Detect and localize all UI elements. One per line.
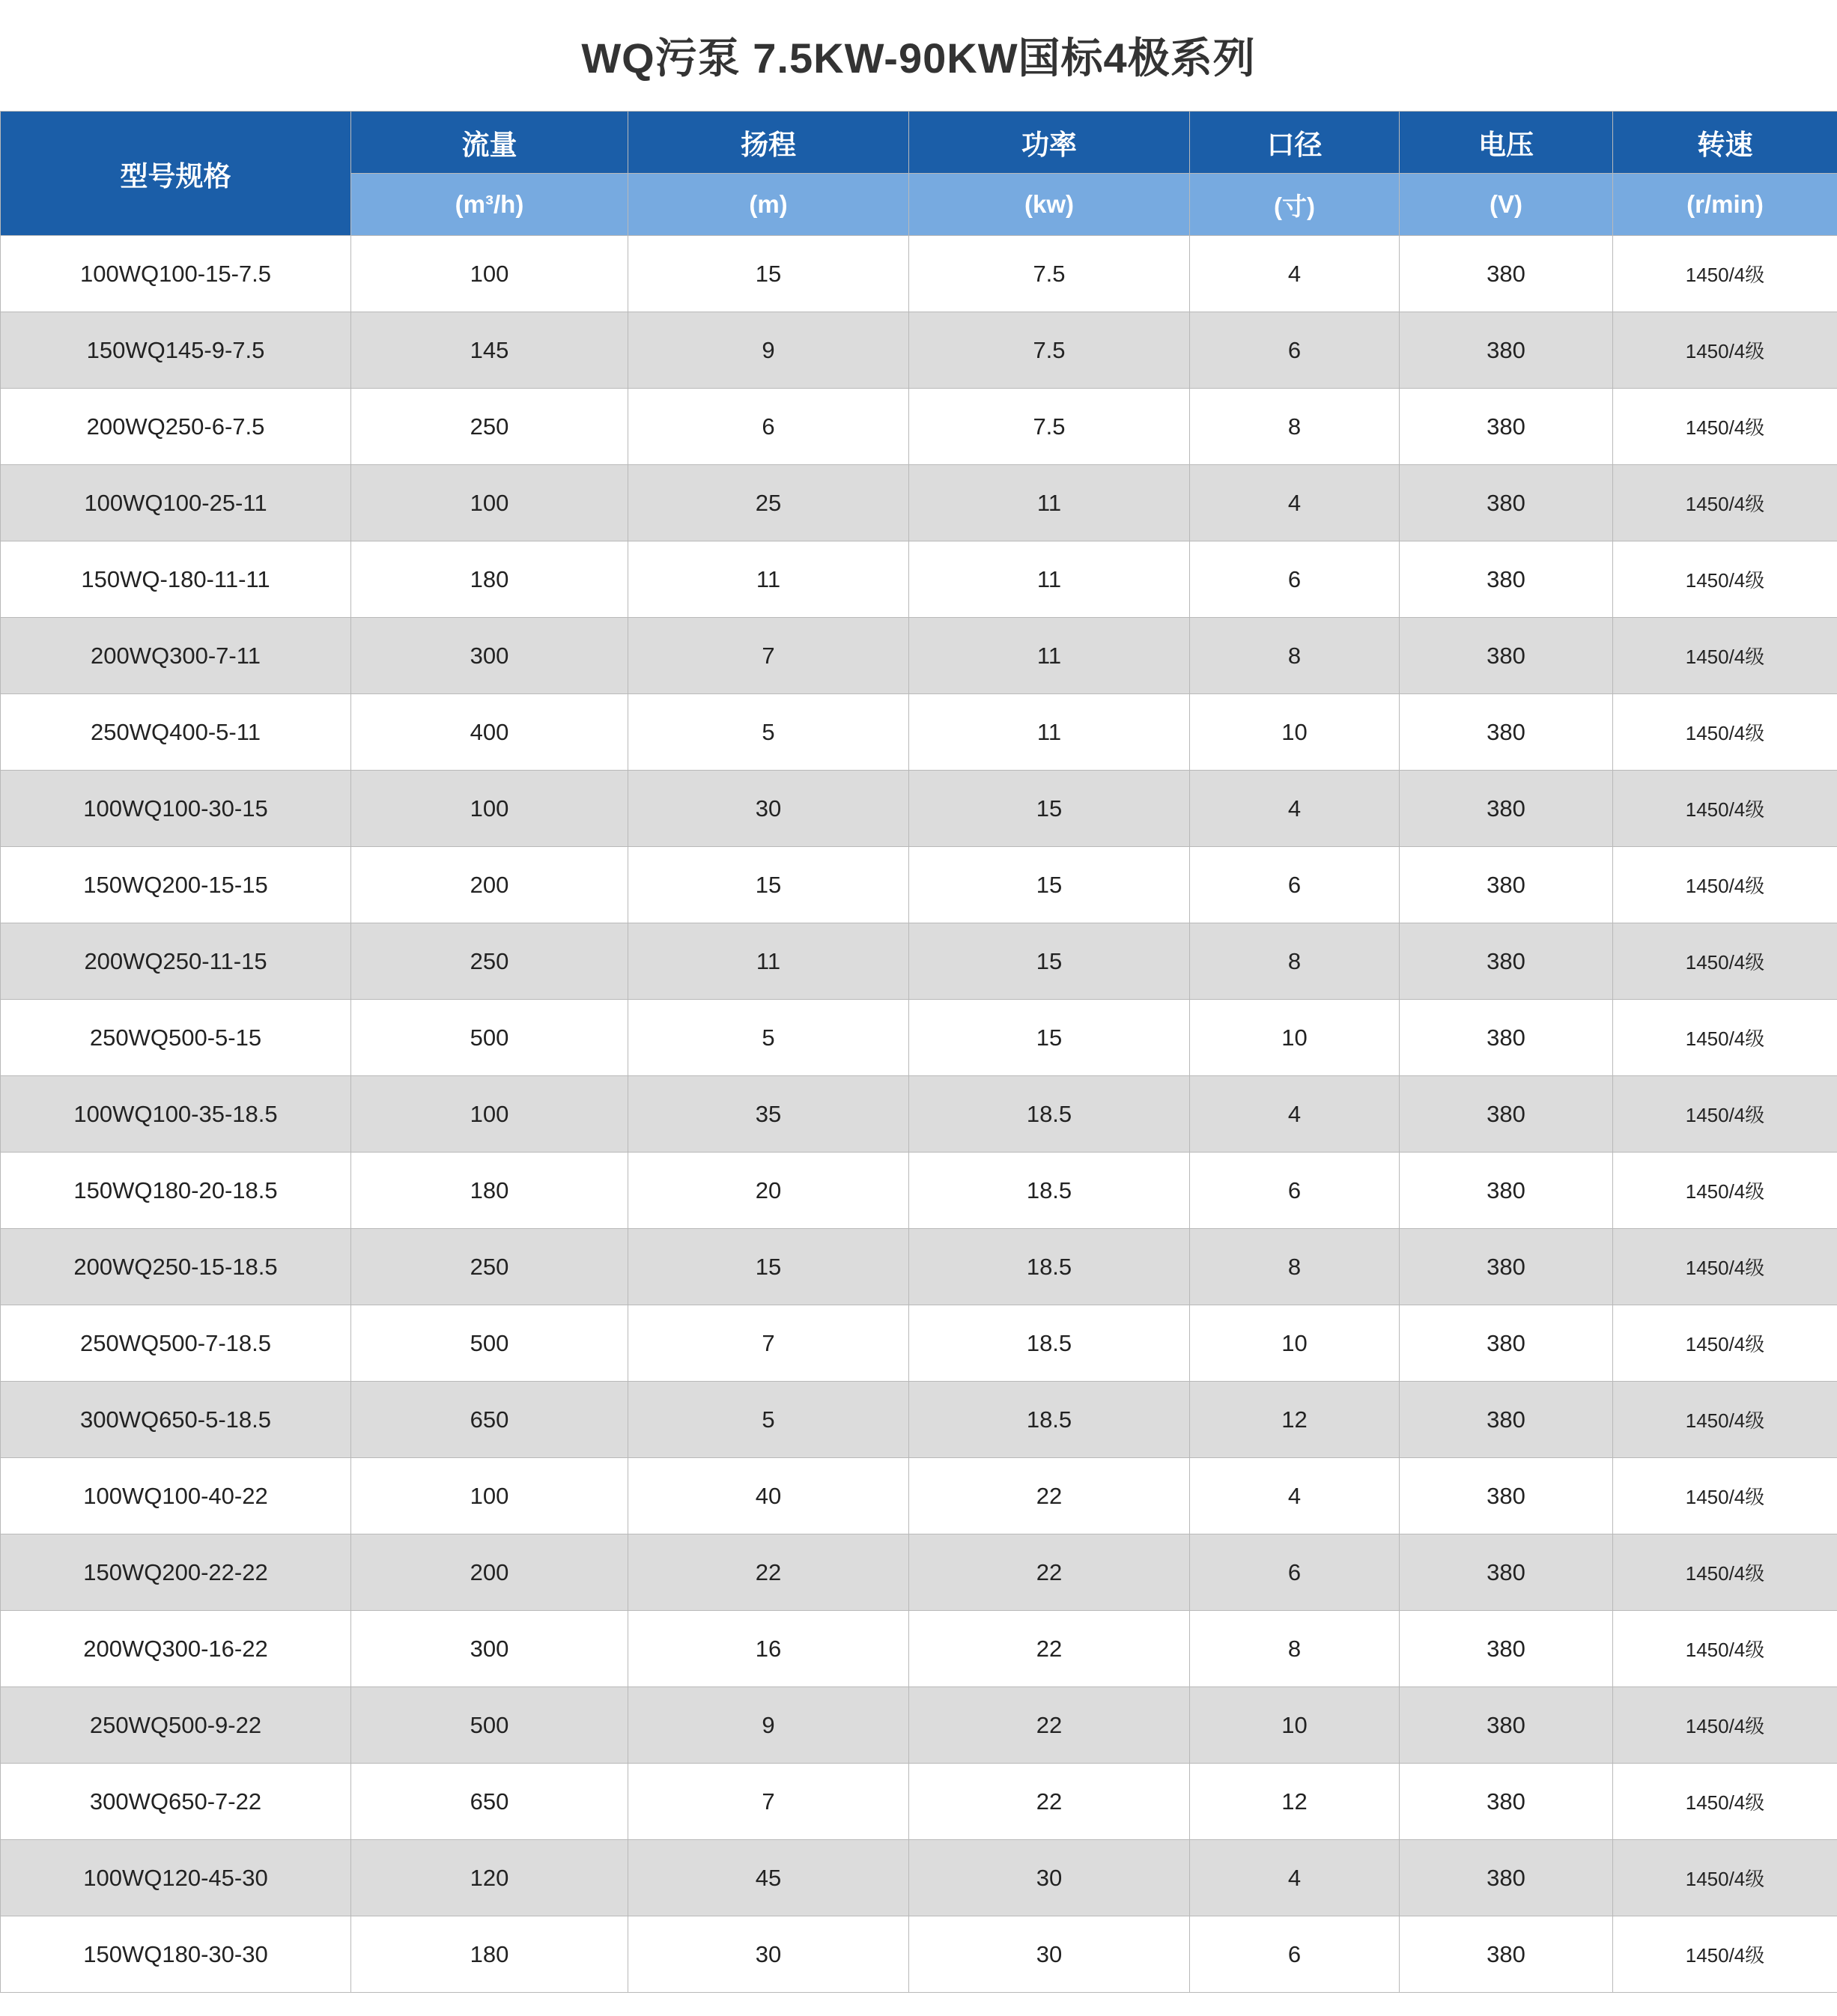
cell-power: 18.5: [909, 1305, 1190, 1382]
cell-power: 30: [909, 1916, 1190, 1993]
cell-power: 15: [909, 923, 1190, 1000]
table-row: [1, 771, 1837, 847]
cell-model: 100WQ100-25-11: [1, 465, 351, 541]
cell-voltage: 380: [1400, 1916, 1613, 1993]
cell-model: 200WQ300-7-11: [1, 618, 351, 694]
column-unit-speed: (r/min): [1613, 174, 1837, 236]
cell-bore: 10: [1190, 694, 1400, 771]
cell-power: 15: [909, 1000, 1190, 1076]
cell-voltage: 380: [1400, 847, 1613, 923]
cell-flow: 300: [351, 1611, 628, 1687]
table-row: [1, 1611, 1837, 1687]
cell-head: 11: [628, 541, 909, 618]
cell-voltage: 380: [1400, 694, 1613, 771]
cell-head: 35: [628, 1076, 909, 1153]
cell-speed: 1450/4级: [1613, 1305, 1837, 1382]
cell-flow: 500: [351, 1687, 628, 1764]
cell-head: 15: [628, 1229, 909, 1305]
cell-speed: 1450/4级: [1613, 923, 1837, 1000]
cell-bore: 4: [1190, 236, 1400, 312]
table-row: [1, 923, 1837, 1000]
cell-power: 18.5: [909, 1076, 1190, 1153]
cell-speed: 1450/4级: [1613, 618, 1837, 694]
table-row: [1, 312, 1837, 389]
cell-model: 200WQ250-11-15: [1, 923, 351, 1000]
cell-head: 16: [628, 1611, 909, 1687]
cell-model: 200WQ250-6-7.5: [1, 389, 351, 465]
cell-flow: 180: [351, 1153, 628, 1229]
cell-speed: 1450/4级: [1613, 771, 1837, 847]
cell-head: 22: [628, 1534, 909, 1611]
cell-voltage: 380: [1400, 771, 1613, 847]
cell-voltage: 380: [1400, 1611, 1613, 1687]
cell-model: 300WQ650-5-18.5: [1, 1382, 351, 1458]
cell-voltage: 380: [1400, 541, 1613, 618]
cell-speed: 1450/4级: [1613, 847, 1837, 923]
cell-model: 250WQ500-7-18.5: [1, 1305, 351, 1382]
cell-head: 11: [628, 923, 909, 1000]
column-header-power: 功率: [909, 112, 1190, 174]
pump-spec-table: [0, 111, 1837, 1993]
cell-bore: 4: [1190, 771, 1400, 847]
cell-flow: 200: [351, 847, 628, 923]
cell-model: 150WQ145-9-7.5: [1, 312, 351, 389]
cell-bore: 8: [1190, 618, 1400, 694]
cell-head: 7: [628, 618, 909, 694]
cell-speed: 1450/4级: [1613, 465, 1837, 541]
cell-speed: 1450/4级: [1613, 236, 1837, 312]
cell-model: 100WQ100-15-7.5: [1, 236, 351, 312]
table-header: [1, 112, 1837, 236]
cell-speed: 1450/4级: [1613, 1229, 1837, 1305]
column-header-model: 型号规格: [1, 112, 351, 236]
cell-power: 30: [909, 1840, 1190, 1916]
cell-speed: 1450/4级: [1613, 1764, 1837, 1840]
cell-power: 15: [909, 847, 1190, 923]
table-header-row-name: [1, 112, 1837, 174]
cell-bore: 8: [1190, 923, 1400, 1000]
table-row: [1, 1916, 1837, 1993]
cell-speed: 1450/4级: [1613, 1687, 1837, 1764]
cell-head: 15: [628, 847, 909, 923]
cell-flow: 650: [351, 1764, 628, 1840]
column-header-speed: 转速: [1613, 112, 1837, 174]
cell-model: 250WQ400-5-11: [1, 694, 351, 771]
column-header-head: 扬程: [628, 112, 909, 174]
cell-bore: 6: [1190, 1916, 1400, 1993]
cell-speed: 1450/4级: [1613, 1382, 1837, 1458]
cell-bore: 6: [1190, 541, 1400, 618]
cell-flow: 250: [351, 923, 628, 1000]
table-row: [1, 1305, 1837, 1382]
cell-flow: 100: [351, 1458, 628, 1534]
page-title: WQ污泵 7.5KW-90KW国标4极系列: [581, 34, 1256, 82]
cell-bore: 6: [1190, 847, 1400, 923]
cell-speed: 1450/4级: [1613, 1534, 1837, 1611]
cell-voltage: 380: [1400, 1229, 1613, 1305]
cell-voltage: 380: [1400, 923, 1613, 1000]
table-row: [1, 1458, 1837, 1534]
cell-model: 150WQ180-20-18.5: [1, 1153, 351, 1229]
cell-power: 7.5: [909, 389, 1190, 465]
cell-flow: 100: [351, 771, 628, 847]
cell-speed: 1450/4级: [1613, 1458, 1837, 1534]
table-row: [1, 236, 1837, 312]
cell-bore: 4: [1190, 1840, 1400, 1916]
cell-power: 11: [909, 465, 1190, 541]
cell-voltage: 380: [1400, 312, 1613, 389]
column-unit-head: (m): [628, 174, 909, 236]
cell-head: 15: [628, 236, 909, 312]
table-row: [1, 1382, 1837, 1458]
cell-bore: 10: [1190, 1687, 1400, 1764]
cell-speed: 1450/4级: [1613, 541, 1837, 618]
table-row: [1, 1764, 1837, 1840]
cell-flow: 250: [351, 1229, 628, 1305]
table-row: [1, 1000, 1837, 1076]
cell-voltage: 380: [1400, 1382, 1613, 1458]
table-row: [1, 1076, 1837, 1153]
table-row: [1, 694, 1837, 771]
cell-model: 300WQ650-7-22: [1, 1764, 351, 1840]
cell-flow: 650: [351, 1382, 628, 1458]
cell-power: 11: [909, 694, 1190, 771]
cell-flow: 145: [351, 312, 628, 389]
cell-model: 100WQ100-40-22: [1, 1458, 351, 1534]
cell-model: 250WQ500-5-15: [1, 1000, 351, 1076]
cell-power: 22: [909, 1687, 1190, 1764]
cell-speed: 1450/4级: [1613, 1000, 1837, 1076]
column-unit-flow: (m³/h): [351, 174, 628, 236]
cell-head: 9: [628, 312, 909, 389]
cell-speed: 1450/4级: [1613, 1076, 1837, 1153]
cell-model: 150WQ200-22-22: [1, 1534, 351, 1611]
cell-model: 200WQ250-15-18.5: [1, 1229, 351, 1305]
title-bar: [0, 0, 1837, 111]
table-row: [1, 465, 1837, 541]
column-unit-bore: (寸): [1190, 174, 1400, 236]
cell-voltage: 380: [1400, 1153, 1613, 1229]
table-row: [1, 1229, 1837, 1305]
table-row: [1, 1687, 1837, 1764]
cell-speed: 1450/4级: [1613, 1840, 1837, 1916]
cell-flow: 500: [351, 1305, 628, 1382]
cell-flow: 100: [351, 1076, 628, 1153]
cell-speed: 1450/4级: [1613, 1153, 1837, 1229]
cell-power: 22: [909, 1534, 1190, 1611]
cell-speed: 1450/4级: [1613, 1916, 1837, 1993]
cell-flow: 400: [351, 694, 628, 771]
cell-flow: 180: [351, 541, 628, 618]
cell-power: 22: [909, 1458, 1190, 1534]
cell-flow: 120: [351, 1840, 628, 1916]
cell-model: 150WQ200-15-15: [1, 847, 351, 923]
cell-head: 5: [628, 1000, 909, 1076]
column-header-flow: 流量: [351, 112, 628, 174]
cell-bore: 6: [1190, 312, 1400, 389]
table-row: [1, 618, 1837, 694]
cell-voltage: 380: [1400, 1687, 1613, 1764]
cell-voltage: 380: [1400, 1305, 1613, 1382]
cell-bore: 8: [1190, 1611, 1400, 1687]
table-body: [1, 236, 1837, 1993]
cell-voltage: 380: [1400, 618, 1613, 694]
cell-bore: 8: [1190, 389, 1400, 465]
cell-voltage: 380: [1400, 1840, 1613, 1916]
cell-voltage: 380: [1400, 1000, 1613, 1076]
cell-flow: 100: [351, 465, 628, 541]
cell-flow: 250: [351, 389, 628, 465]
cell-head: 9: [628, 1687, 909, 1764]
table-row: [1, 1153, 1837, 1229]
cell-bore: 6: [1190, 1153, 1400, 1229]
cell-head: 7: [628, 1764, 909, 1840]
cell-model: 100WQ100-30-15: [1, 771, 351, 847]
cell-power: 11: [909, 541, 1190, 618]
cell-head: 45: [628, 1840, 909, 1916]
cell-bore: 4: [1190, 1076, 1400, 1153]
cell-power: 7.5: [909, 312, 1190, 389]
cell-head: 30: [628, 1916, 909, 1993]
table-row: [1, 847, 1837, 923]
cell-bore: 6: [1190, 1534, 1400, 1611]
cell-bore: 8: [1190, 1229, 1400, 1305]
cell-bore: 4: [1190, 1458, 1400, 1534]
cell-bore: 10: [1190, 1000, 1400, 1076]
cell-speed: 1450/4级: [1613, 1611, 1837, 1687]
cell-bore: 12: [1190, 1764, 1400, 1840]
cell-bore: 4: [1190, 465, 1400, 541]
table-row: [1, 541, 1837, 618]
cell-voltage: 380: [1400, 389, 1613, 465]
cell-voltage: 380: [1400, 1458, 1613, 1534]
cell-speed: 1450/4级: [1613, 694, 1837, 771]
cell-flow: 200: [351, 1534, 628, 1611]
cell-model: 200WQ300-16-22: [1, 1611, 351, 1687]
cell-head: 5: [628, 1382, 909, 1458]
cell-power: 22: [909, 1764, 1190, 1840]
cell-model: 150WQ180-30-30: [1, 1916, 351, 1993]
cell-power: 18.5: [909, 1382, 1190, 1458]
cell-power: 18.5: [909, 1229, 1190, 1305]
cell-head: 7: [628, 1305, 909, 1382]
column-unit-power: (kw): [909, 174, 1190, 236]
cell-power: 22: [909, 1611, 1190, 1687]
cell-voltage: 380: [1400, 1764, 1613, 1840]
cell-model: 250WQ500-9-22: [1, 1687, 351, 1764]
cell-power: 15: [909, 771, 1190, 847]
cell-power: 11: [909, 618, 1190, 694]
cell-model: 100WQ100-35-18.5: [1, 1076, 351, 1153]
cell-head: 6: [628, 389, 909, 465]
table-row: [1, 1840, 1837, 1916]
column-unit-voltage: (V): [1400, 174, 1613, 236]
cell-voltage: 380: [1400, 1076, 1613, 1153]
cell-head: 30: [628, 771, 909, 847]
cell-speed: 1450/4级: [1613, 312, 1837, 389]
column-header-voltage: 电压: [1400, 112, 1613, 174]
cell-speed: 1450/4级: [1613, 389, 1837, 465]
table-row: [1, 1534, 1837, 1611]
cell-power: 18.5: [909, 1153, 1190, 1229]
cell-head: 25: [628, 465, 909, 541]
cell-bore: 10: [1190, 1305, 1400, 1382]
cell-voltage: 380: [1400, 465, 1613, 541]
cell-flow: 500: [351, 1000, 628, 1076]
cell-flow: 300: [351, 618, 628, 694]
cell-flow: 100: [351, 236, 628, 312]
cell-head: 20: [628, 1153, 909, 1229]
cell-power: 7.5: [909, 236, 1190, 312]
cell-voltage: 380: [1400, 236, 1613, 312]
cell-model: 150WQ-180-11-11: [1, 541, 351, 618]
cell-head: 40: [628, 1458, 909, 1534]
cell-bore: 12: [1190, 1382, 1400, 1458]
cell-head: 5: [628, 694, 909, 771]
cell-flow: 180: [351, 1916, 628, 1993]
cell-voltage: 380: [1400, 1534, 1613, 1611]
column-header-bore: 口径: [1190, 112, 1400, 174]
table-row: [1, 389, 1837, 465]
cell-model: 100WQ120-45-30: [1, 1840, 351, 1916]
